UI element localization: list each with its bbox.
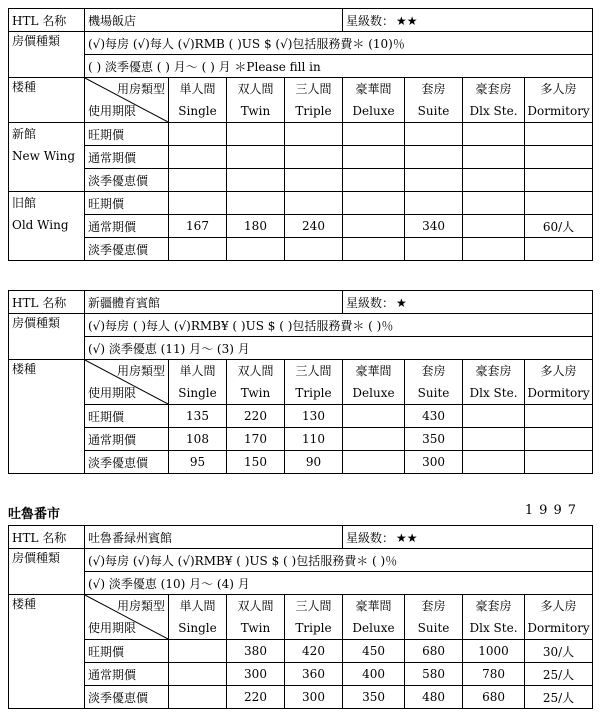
col-deluxe: 豪華間 Deluxe xyxy=(343,360,405,405)
star-value: ★ xyxy=(396,295,407,310)
peak-label: 旺期價 xyxy=(85,192,169,215)
rate-cell: 580 xyxy=(405,663,463,686)
col-dormitory: 多人房 Dormitory xyxy=(525,595,593,640)
offpeak-label: 淡季優恵價 xyxy=(85,686,169,709)
hotel-2-table xyxy=(8,290,593,474)
room-type-label: 用房類型 xyxy=(116,599,165,613)
rate-cell xyxy=(343,123,405,146)
floor-type-label: 楼種 xyxy=(9,595,85,709)
rate-cell xyxy=(405,192,463,215)
period-label: 使用期限 xyxy=(88,386,137,400)
rate-cell xyxy=(227,169,285,192)
rate-cell: 300 xyxy=(227,663,285,686)
price-type-label: 房價種類 xyxy=(9,314,85,360)
col-twin: 双人間 Twin xyxy=(227,360,285,405)
rate-cell xyxy=(227,123,285,146)
rate-cell: 220 xyxy=(227,686,285,709)
room-period-header xyxy=(85,78,169,123)
floor-type-label: 楼種 xyxy=(9,360,85,474)
col-dlx-ste: 豪套房 Dlx Ste. xyxy=(463,595,525,640)
rate-cell: 300 xyxy=(405,451,463,474)
col-single: 単人間 Single xyxy=(169,360,227,405)
star-rating xyxy=(343,9,593,32)
period-label: 使用期限 xyxy=(88,104,137,118)
rate-cell xyxy=(343,192,405,215)
diagonal-line xyxy=(85,78,168,122)
rate-cell: 25/人 xyxy=(525,686,593,709)
rate-cell xyxy=(463,238,525,261)
rate-cell: 170 xyxy=(227,428,285,451)
rate-cell xyxy=(405,146,463,169)
col-dormitory: 多人房 Dormitory xyxy=(525,78,593,123)
rate-cell xyxy=(285,123,343,146)
rate-cell xyxy=(525,451,593,474)
rate-cell xyxy=(525,405,593,428)
room-period-header xyxy=(85,360,169,405)
rate-cell: 680 xyxy=(405,640,463,663)
price-type-label: 房價種類 xyxy=(9,32,85,78)
col-suite: 套房 Suite xyxy=(405,360,463,405)
normal-label: 通常期價 xyxy=(85,146,169,169)
htl-name-label: HTL 名称 xyxy=(9,291,85,314)
rate-cell xyxy=(463,215,525,238)
rate-cell xyxy=(343,238,405,261)
price-type-label: 房價種類 xyxy=(9,549,85,595)
offpeak-label: 淡季優恵價 xyxy=(85,451,169,474)
rate-cell xyxy=(405,238,463,261)
rate-cell: 110 xyxy=(285,428,343,451)
rate-cell xyxy=(169,169,227,192)
rate-cell: 30/人 xyxy=(525,640,593,663)
rate-cell xyxy=(285,238,343,261)
rate-cell: 350 xyxy=(343,686,405,709)
rate-cell xyxy=(525,428,593,451)
rate-cell xyxy=(405,169,463,192)
rate-cell xyxy=(343,428,405,451)
hotel-3-block xyxy=(8,525,592,709)
col-triple: 三人間 Triple xyxy=(285,78,343,123)
rate-cell xyxy=(463,123,525,146)
htl-name-label: HTL 名称 xyxy=(9,9,85,32)
star-label: 星級数： xyxy=(346,295,395,310)
col-triple: 三人間 Triple xyxy=(285,360,343,405)
rate-cell xyxy=(463,451,525,474)
rate-cell xyxy=(525,169,593,192)
rate-cell xyxy=(285,146,343,169)
rate-cell xyxy=(169,640,227,663)
rate-cell: 400 xyxy=(343,663,405,686)
col-twin: 双人間 Twin xyxy=(227,595,285,640)
rate-cell: 25/人 xyxy=(525,663,593,686)
rate-cell xyxy=(525,123,593,146)
col-single: 単人間 Single xyxy=(169,78,227,123)
hotel-name: 機場飯店 xyxy=(85,9,343,32)
rate-cell xyxy=(463,428,525,451)
rate-cell xyxy=(343,451,405,474)
hotel-name: 吐魯番緑州賓館 xyxy=(85,526,343,549)
rate-cell: 108 xyxy=(169,428,227,451)
rate-cell: 360 xyxy=(285,663,343,686)
col-single: 単人間 Single xyxy=(169,595,227,640)
room-period-header xyxy=(85,595,169,640)
city-heading: 吐魯番市 xyxy=(8,507,61,522)
offpeak-label: 淡季優恵價 xyxy=(85,169,169,192)
col-deluxe: 豪華間 Deluxe xyxy=(343,595,405,640)
price-options-line1: (√)每房 (√)每人 (√)RMB¥ ( )US $ ( )包括服務費＊ ( )％ xyxy=(85,549,593,572)
hotel-1-table xyxy=(8,8,593,261)
peak-label: 旺期價 xyxy=(85,640,169,663)
rate-cell xyxy=(525,192,593,215)
diagonal-line xyxy=(85,360,168,404)
col-suite: 套房 Suite xyxy=(405,595,463,640)
rate-cell xyxy=(463,192,525,215)
hotel-1-block xyxy=(8,8,592,261)
col-deluxe: 豪華間 Deluxe xyxy=(343,78,405,123)
rate-cell xyxy=(227,238,285,261)
col-dlx-ste: 豪套房 Dlx Ste. xyxy=(463,360,525,405)
rate-cell xyxy=(169,123,227,146)
rate-cell xyxy=(343,169,405,192)
offpeak-label: 淡季優恵價 xyxy=(85,238,169,261)
price-options-line2: (√) 淡季優恵 (10) 月～ (4) 月 xyxy=(85,572,593,595)
rate-cell xyxy=(343,215,405,238)
rate-cell xyxy=(227,146,285,169)
new-wing-label: 新館 New Wing xyxy=(9,123,85,192)
rate-cell xyxy=(285,192,343,215)
rate-cell: 430 xyxy=(405,405,463,428)
rate-cell xyxy=(169,686,227,709)
rate-cell xyxy=(343,146,405,169)
star-label: 星級数： xyxy=(346,13,395,28)
rate-cell xyxy=(169,192,227,215)
rate-cell: 1000 xyxy=(463,640,525,663)
rate-cell xyxy=(227,192,285,215)
rate-cell: 167 xyxy=(169,215,227,238)
star-value: ★★ xyxy=(396,530,418,545)
star-rating xyxy=(343,526,593,549)
rate-cell: 180 xyxy=(227,215,285,238)
htl-name-label: HTL 名称 xyxy=(9,526,85,549)
hotel-2-block xyxy=(8,290,592,474)
rate-cell xyxy=(169,238,227,261)
rate-cell xyxy=(463,405,525,428)
star-rating xyxy=(343,291,593,314)
price-options-line2: ( ) 淡季優恵 ( ) 月～ ( ) 月 ＊Please fill in xyxy=(85,55,593,78)
rate-cell: 340 xyxy=(405,215,463,238)
col-dormitory: 多人房 Dormitory xyxy=(525,360,593,405)
rate-cell: 780 xyxy=(463,663,525,686)
rate-cell: 680 xyxy=(463,686,525,709)
price-options-line1: (√)每房 ( )每人 (√)RMB¥ ( )US $ ( )包括服務費＊ ( )％ xyxy=(85,314,593,337)
normal-label: 通常期價 xyxy=(85,663,169,686)
rate-cell xyxy=(463,169,525,192)
rate-cell: 380 xyxy=(227,640,285,663)
rate-cell xyxy=(525,238,593,261)
room-type-label: 用房類型 xyxy=(116,364,165,378)
peak-label: 旺期價 xyxy=(85,123,169,146)
col-dlx-ste: 豪套房 Dlx Ste. xyxy=(463,78,525,123)
rate-cell: 420 xyxy=(285,640,343,663)
hotel-name: 新疆體育賓館 xyxy=(85,291,343,314)
col-twin: 双人間 Twin xyxy=(227,78,285,123)
rate-cell: 95 xyxy=(169,451,227,474)
rate-cell xyxy=(343,405,405,428)
rate-cell: 240 xyxy=(285,215,343,238)
rate-cell: 150 xyxy=(227,451,285,474)
rate-cell: 135 xyxy=(169,405,227,428)
rate-cell xyxy=(169,663,227,686)
rate-cell: 130 xyxy=(285,405,343,428)
old-wing-label: 旧館 Old Wing xyxy=(9,192,85,261)
star-label: 星級数： xyxy=(346,530,395,545)
rate-cell xyxy=(169,146,227,169)
normal-label: 通常期價 xyxy=(85,428,169,451)
rate-cell xyxy=(525,146,593,169)
room-type-label: 用房類型 xyxy=(116,82,165,96)
rate-cell: 90 xyxy=(285,451,343,474)
period-label: 使用期限 xyxy=(88,621,137,635)
rate-cell: 350 xyxy=(405,428,463,451)
peak-label: 旺期價 xyxy=(85,405,169,428)
hotel-3-table xyxy=(8,525,593,709)
price-options-line1: (√)每房 (√)每人 (√)RMB ( )US $ (√)包括服務費＊ (10)％ xyxy=(85,32,593,55)
col-suite: 套房 Suite xyxy=(405,78,463,123)
price-options-line2: (√) 淡季優恵 (11) 月～ (3) 月 xyxy=(85,337,593,360)
rate-cell: 220 xyxy=(227,405,285,428)
rate-cell: 60/人 xyxy=(525,215,593,238)
col-triple: 三人間 Triple xyxy=(285,595,343,640)
rate-cell xyxy=(463,146,525,169)
rate-cell: 450 xyxy=(343,640,405,663)
normal-label: 通常期價 xyxy=(85,215,169,238)
floor-type-label: 楼種 xyxy=(9,78,85,123)
rate-cell: 300 xyxy=(285,686,343,709)
rate-cell: 480 xyxy=(405,686,463,709)
rate-cell xyxy=(285,169,343,192)
rate-cell xyxy=(405,123,463,146)
star-value: ★★ xyxy=(396,13,418,28)
diagonal-line xyxy=(85,595,168,639)
year-label: 1997 xyxy=(524,503,582,518)
